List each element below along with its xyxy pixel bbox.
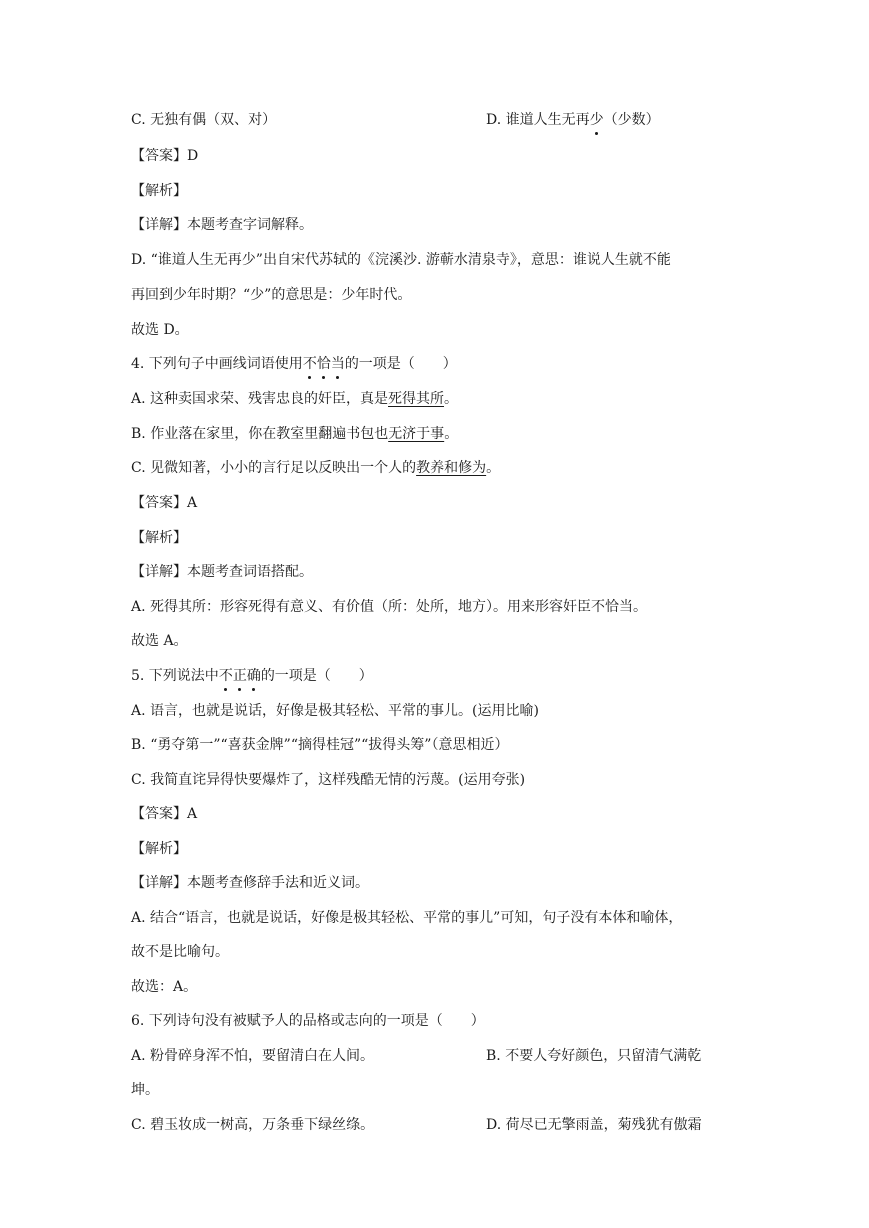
underlined-phrase: 死得其所 xyxy=(388,391,445,407)
q4-answer: 【答案】A xyxy=(131,495,198,511)
q3-explanation-1: D. “谁道人生无再少”出自宋代苏轼的《浣溪沙. 游蕲水清泉寺》，意思：谁说人生就不能 xyxy=(131,252,671,268)
q4-choose: 故选 A。 xyxy=(131,633,188,649)
q5-analysis: 【解析】 xyxy=(131,841,187,857)
q4-option-a-tail: 。 xyxy=(444,391,459,407)
q6-option-c: C. 碧玉妆成一树高，万条垂下绿丝绦。 xyxy=(131,1117,375,1133)
q3-detail: 【详解】本题考查字词解释。 xyxy=(131,217,313,233)
q6-stem: 6. 下列诗句没有被赋予人的品格或志向的一项是（ ） xyxy=(131,1013,485,1029)
q4-analysis: 【解析】 xyxy=(131,530,187,546)
emphasis-char: 少 xyxy=(589,112,604,128)
q4-option-c-text: C. 见微知著，小小的言行足以反映出一个人的 xyxy=(131,460,417,476)
q5-stem xyxy=(131,666,373,686)
q5-choose: 故选：A。 xyxy=(131,979,198,995)
q5-explanation-1: A. 结合“语言，也就是说话，好像是极其轻松、平常的事儿”可知，句子没有本体和喻体， xyxy=(131,910,683,926)
emphasis-char: 正 xyxy=(232,668,247,684)
q3-option-d-tail: （少数） xyxy=(603,112,660,128)
emphasis-char: 确 xyxy=(246,668,261,684)
emphasis-char: 当 xyxy=(330,356,345,372)
q4-option-b-text: B. 作业落在家里，你在教室里翻遍书包也 xyxy=(131,426,389,442)
q3-answer: 【答案】D xyxy=(131,148,199,164)
q6-option-a: A. 粉骨碎身浑不怕，要留清白在人间。 xyxy=(131,1048,375,1064)
underlined-phrase: 无济于事 xyxy=(388,426,445,442)
q4-stem xyxy=(131,354,457,374)
q4-option-c xyxy=(131,458,500,478)
q4-option-b-tail: 。 xyxy=(444,426,459,442)
q4-explanation-1: A. 死得其所：形容死得有意义、有价值（所：处所，地方）。用来形容奸臣不恰当。 xyxy=(131,599,648,615)
q4-option-a xyxy=(131,389,458,409)
emphasis-char: 不 xyxy=(218,668,233,684)
q4-stem-tail: 的一项是（ ） xyxy=(344,356,457,372)
q5-stem-text: 5. 下列说法中 xyxy=(131,668,219,684)
q3-choose: 故选 D。 xyxy=(131,322,189,338)
q3-option-c: C. 无独有偶（双、对） xyxy=(131,112,277,128)
q6-option-b: B. 不要人夸好颜色，只留清气满乾 xyxy=(486,1048,702,1064)
q4-option-b xyxy=(131,424,458,444)
q6-option-d: D. 荷尽已无擎雨盖，菊残犹有傲霜 xyxy=(486,1117,702,1133)
q5-option-c: C. 我简直诧异得快要爆炸了，这样残酷无情的污蔑。(运用夸张) xyxy=(131,772,526,788)
q5-explanation-2: 故不是比喻句。 xyxy=(131,944,229,960)
emphasis-char: 不 xyxy=(302,356,317,372)
q3-option-d-text: D. 谁道人生无再 xyxy=(486,112,590,128)
q5-answer: 【答案】A xyxy=(131,806,198,822)
q5-option-a: A. 语言，也就是说话，好像是极其轻松、平常的事儿。(运用比喻) xyxy=(131,703,539,719)
underlined-phrase: 教养和修为 xyxy=(416,460,487,476)
q3-explanation-2: 再回到少年时期？“少”的意思是：少年时代。 xyxy=(131,287,412,303)
q6-option-b-cont: 坤。 xyxy=(131,1082,159,1098)
q5-option-b: B. “勇夺第一”“喜获金牌”“摘得桂冠”“拔得头筹”（意思相近） xyxy=(131,737,509,753)
q4-detail: 【详解】本题考查词语搭配。 xyxy=(131,564,313,580)
q3-option-d xyxy=(486,110,660,130)
q4-option-c-tail: 。 xyxy=(486,460,501,476)
emphasis-char: 恰 xyxy=(316,356,331,372)
q4-stem-text: 4. 下列句子中画线词语使用 xyxy=(131,356,303,372)
q3-analysis: 【解析】 xyxy=(131,183,187,199)
q5-detail: 【详解】本题考查修辞手法和近义词。 xyxy=(131,875,369,891)
q4-option-a-text: A. 这种卖国求荣、残害忠良的奸臣，真是 xyxy=(131,391,389,407)
q5-stem-tail: 的一项是（ ） xyxy=(260,668,373,684)
